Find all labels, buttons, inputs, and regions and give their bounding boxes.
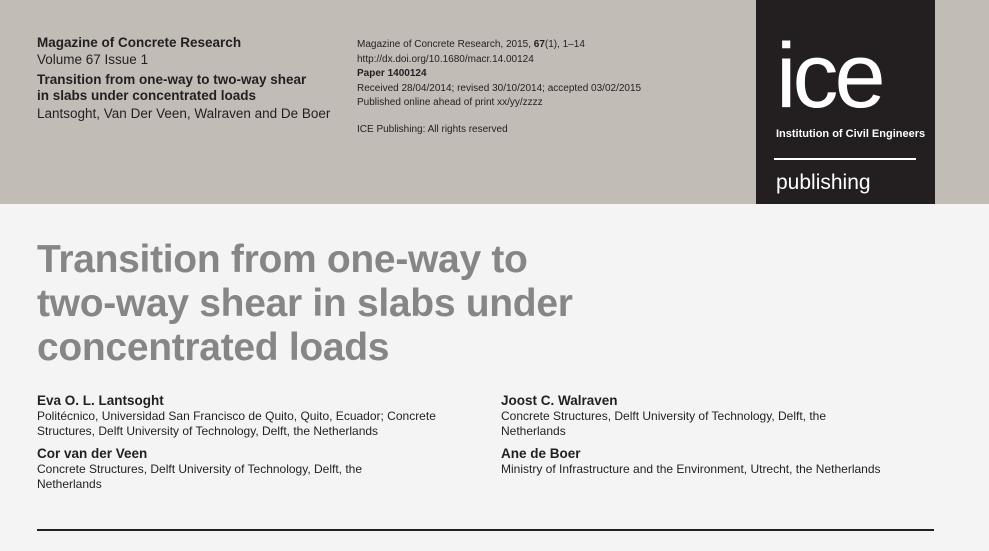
author-block-lantsoght — [37, 392, 467, 438]
title-line-3: concentrated loads — [37, 326, 390, 369]
institution-name: Institution of Civil Engineers — [776, 128, 926, 140]
citation-line — [357, 38, 737, 53]
affiliation-line: Politécnico, Universidad San Francisco de Quito, Quito, Ecuador; Concrete — [37, 409, 436, 423]
published-online: Published online ahead of print xx/yy/zzzz — [357, 97, 543, 108]
affiliation-line: Netherlands — [501, 423, 566, 438]
citation-volume: 67 — [533, 39, 545, 50]
article-title — [37, 238, 677, 370]
citation-journal: Magazine of Concrete Research, 2015, — [357, 39, 534, 50]
running-paper-title — [37, 72, 357, 104]
author-affiliation — [37, 462, 417, 491]
author-name: Eva O. L. Lantsoght — [37, 393, 164, 408]
title-line-1: Transition from one-way to — [37, 238, 528, 281]
running-authors: Lantsoght, Van Der Veen, Walraven and De Boer — [37, 106, 331, 121]
running-title-line-2: in slabs under concentrated loads — [37, 88, 257, 103]
author-affiliation — [501, 409, 881, 438]
ice-wordmark: ice — [776, 25, 882, 127]
header-band — [0, 0, 989, 204]
paper-number: Paper 1400124 — [357, 68, 427, 79]
doi-link[interactable]: http://dx.doi.org/10.1680/macr.14.00124 — [357, 53, 534, 65]
affiliation-line: Concrete Structures, Delft University of Technology, Delft, the — [501, 409, 827, 423]
author-name: Cor van der Veen — [37, 446, 148, 461]
author-name: Joost C. Walraven — [501, 393, 618, 408]
affiliation-line: Ministry of Infrastructure and the Environment, Utrecht, the Netherlands — [501, 462, 881, 476]
journal-name: Magazine of Concrete Research — [37, 35, 242, 50]
affiliation-line: Netherlands — [37, 476, 102, 491]
author-block-walraven — [501, 392, 881, 438]
affiliation-line: Structures, Delft University of Technology, Delft, the Netherlands — [37, 423, 379, 438]
received-dates: Received 28/04/2014; revised 30/10/2014; accepted 03/02/2015 — [357, 82, 642, 94]
author-affiliation — [501, 462, 941, 477]
citation-info — [357, 38, 737, 111]
author-block-van-der-veen — [37, 445, 417, 491]
rights-notice: ICE Publishing: All rights reserved — [357, 124, 508, 135]
author-affiliation — [37, 409, 467, 438]
ice-publishing-logo — [756, 0, 935, 204]
running-title-line-1: Transition from one-way to two-way shear — [37, 72, 307, 87]
author-block-de-boer — [501, 445, 941, 477]
author-name: Ane de Boer — [501, 446, 581, 461]
citation-pages: (1), 1–14 — [544, 39, 585, 50]
title-line-2: two-way shear in slabs under — [37, 282, 573, 325]
affiliation-line: Concrete Structures, Delft University of Technology, Delft, the — [37, 462, 363, 476]
journal-volume-issue: Volume 67 Issue 1 — [37, 52, 149, 67]
logo-divider — [774, 158, 916, 160]
section-divider — [37, 529, 934, 531]
publishing-wordmark: publishing — [776, 171, 871, 194]
journal-info — [37, 34, 357, 122]
